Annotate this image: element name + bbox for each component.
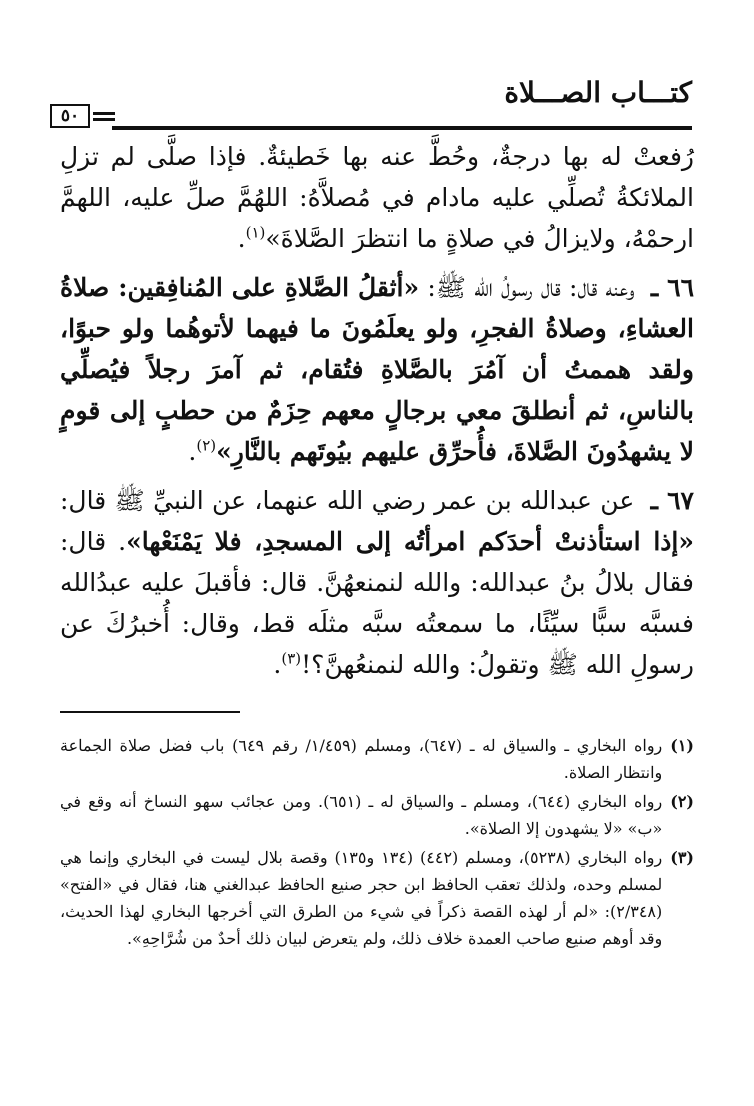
hadith-67-quote: «إذا استأذنتْ أحدَكم امرأتُه إلى المسجدِ، فلا يَمْنَعْها» [126,527,694,556]
footnote-reference-2: (٢) [196,436,217,455]
hadith-66-quote: «أثقلُ الصَّلاةِ على المُنافِقين: صلاةُ العشاءِ، وصلاةُ الفجرِ، ولو يعلَمُونَ ما فيهما لأتوهُما ولو حبوًا، ولقد هممتُ أن آمُرَ بالصَّلاةِ فتُقام، ثم آمرَ رجلاً فيُصلِّي بالناسِ، ثم أنطلقَ معي برجالٍ معهم حِزَمٌ من حطبٍ إلى قومٍ لا يشهدُونَ الصَّلاةَ، فأُحرِّق عليهم بيُوتَهم بالنَّارِ» [60,273,694,466]
page-mark-line [93,112,115,115]
footnote-reference-1: (١) [245,223,266,242]
page-number [50,104,115,128]
footnote-number: (٣) [670,848,694,867]
book-title: كتـــاب الصـــلاة [504,76,692,109]
page-mark-line [93,118,115,121]
hadith-67-text: . قال: فقال بلالُ بنُ عبدالله: والله لنمنعهُنَّ. قال: فأقبلَ عليه عبدُالله فسبَّه سبًّا سيِّئًا، ما سمعتُه سبَّه مثلَه قط، وقال: أُخبرُكَ عن رسولِ الله ﷺ وتقولُ: والله لنمنعُهنَّ؟! [60,527,694,679]
paragraph-continuation [60,136,694,259]
footnote-separator [60,711,240,713]
main-text [60,136,694,693]
footnote-reference-3: (٣) [281,649,302,668]
footnote-number: (٢) [670,792,694,811]
page-number-mark [93,112,115,121]
footnotes [60,732,694,954]
hadith-67-intro: عن عبدالله بن عمر رضي الله عنهما، عن النبيِّ ﷺ قال: [60,486,635,515]
footnote-number: (١) [670,736,694,755]
hadith-number-66: ٦٦ ـ [650,273,694,302]
page-header [50,76,692,130]
sentence-end: . [237,224,246,253]
footnote-text: رواه البخاري (٦٤٤)، ومسلم ـ والسياق له ـ (٦٥١). ومن عجائب سهو النساخ أنه وقع في «ب» «لا يشهدون إلا الصلاة». [60,792,663,838]
sentence-end: . [273,650,282,679]
hadith-66 [60,267,694,472]
header-rule [112,126,692,130]
hadith-number-67: ٦٧ ـ [650,486,694,515]
paragraph-text: رُفعتْ له بها درجةٌ، وحُطَّ عنه بها خَطيئةٌ. فإذا صلَّى لم تزلِ الملائكةُ تُصلِّي عليه مادام في مُصلاَّهُ: اللهُمَّ صلِّ عليه، اللهمَّ ارحمْهُ، ولايزالُ في صلاةٍ ما انتظرَ الصَّلاةَ» [60,142,694,253]
footnote-text: رواه البخاري (٥٢٣٨)، ومسلم (٤٤٢) (١٣٤ و١٣٥) وقصة بلال ليست في البخاري وإنما هي لمسلم وحده، ولذلك تعقب الحافظ ابن حجر صنيع الحافظ عبدالغني هنا، فقال في «الفتح» (٢/٣٤٨): «لم أر لهذه القصة ذكراً في شيء من الطرق التي أخرجها البخاري لهذا الحديث، وقد أوهم صنيع صاحب العمدة خلاف ذلك، ولم يتعرض لبيان ذلك أحدٌ من شُرَّاحِهِ». [60,848,663,948]
hadith-67 [60,480,694,685]
footnote-item [60,732,694,786]
footnote-item [60,844,694,952]
sentence-end: . [188,437,197,466]
page-number-box: ٥٠ [50,104,90,128]
hadith-66-intro: وعنه قال: قال رسولُ الله ﷺ: [427,273,635,302]
footnote-text: رواه البخاري ـ والسياق له ـ (٦٤٧)، ومسلم (١/٤٥٩/ رقم ٦٤٩) باب فضل صلاة الجماعة وانتظار الصلاة. [60,736,663,782]
footnote-item [60,788,694,842]
